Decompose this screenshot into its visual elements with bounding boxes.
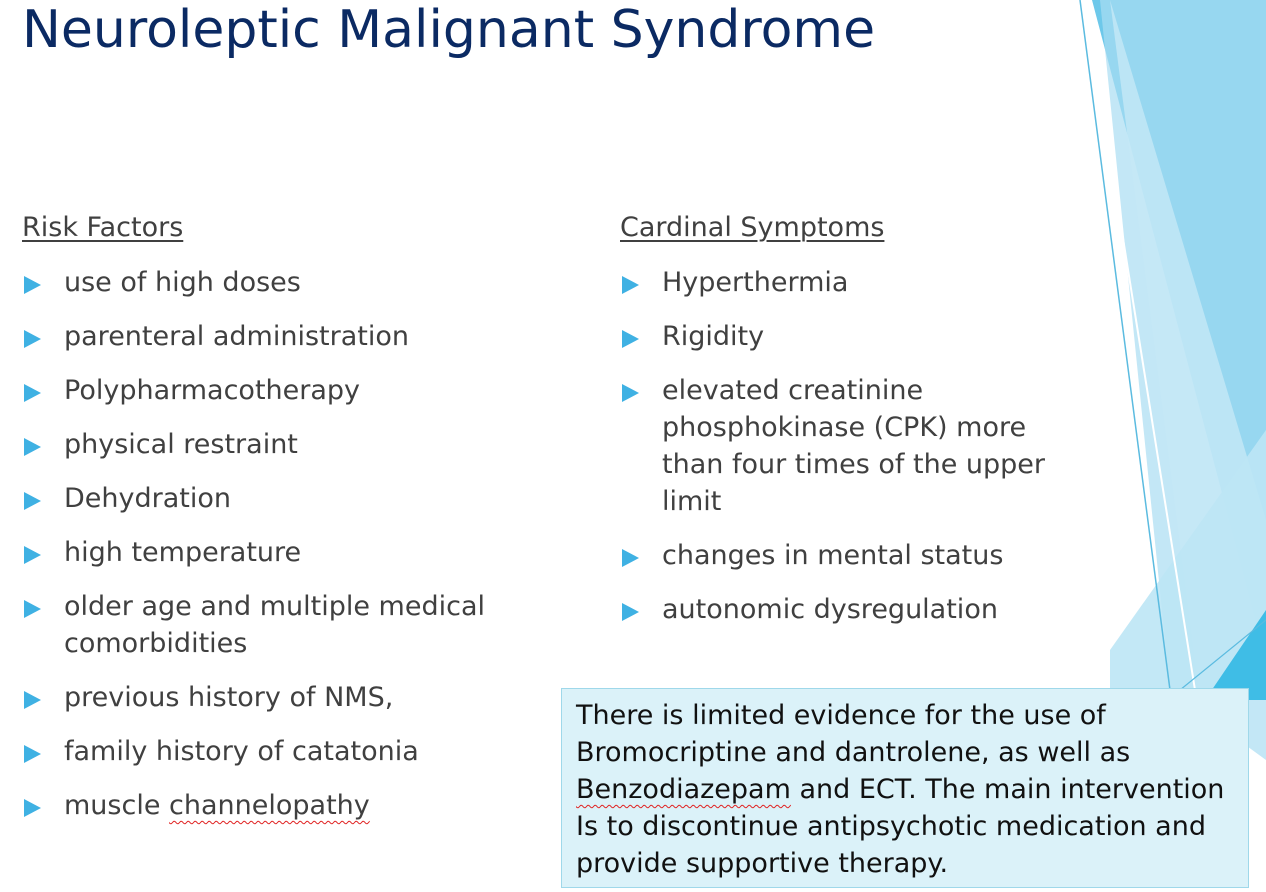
list-item bbox=[22, 733, 542, 770]
list-item bbox=[22, 426, 542, 463]
bullet-arrow-icon bbox=[622, 549, 639, 567]
cardinal-symptoms-heading: Cardinal Symptoms bbox=[620, 212, 885, 243]
list-item-text: Dehydration bbox=[64, 483, 231, 514]
bullet-arrow-icon bbox=[24, 438, 41, 456]
list-item-text: use of high doses bbox=[64, 267, 301, 298]
bullet-arrow-icon bbox=[622, 384, 639, 402]
list-item-text: previous history of NMS, bbox=[64, 682, 394, 713]
list-item bbox=[22, 264, 542, 301]
risk-factors-list bbox=[22, 264, 542, 824]
list-item-text: changes in mental status bbox=[662, 540, 1004, 571]
bullet-arrow-icon bbox=[622, 276, 639, 294]
list-item-text: high temperature bbox=[64, 537, 302, 568]
list-item-text: physical restraint bbox=[64, 429, 298, 460]
bullet-arrow-icon bbox=[24, 691, 41, 709]
cardinal-symptoms-list bbox=[620, 264, 1080, 628]
list-item-text: Polypharmacotherapy bbox=[64, 375, 361, 406]
note-text-end: and ECT. The main intervention Is to discontinue antipsychotic medication and provide supportive therapy. bbox=[576, 774, 1225, 879]
list-item-text: Hyperthermia bbox=[662, 267, 849, 298]
list-item-text: older age and multiple medical comorbidities bbox=[64, 591, 485, 659]
slide-title: Neuroleptic Malignant Syndrome bbox=[22, 0, 876, 60]
bullet-arrow-icon bbox=[24, 799, 41, 817]
list-item bbox=[620, 591, 1080, 628]
bullet-arrow-icon bbox=[24, 276, 41, 294]
risk-factors-heading: Risk Factors bbox=[22, 212, 184, 243]
bullet-arrow-icon bbox=[622, 330, 639, 348]
list-item bbox=[22, 372, 542, 409]
list-item bbox=[620, 372, 1080, 520]
list-item bbox=[22, 318, 542, 355]
bullet-arrow-icon bbox=[24, 600, 41, 618]
spellcheck-word: channelopathy bbox=[169, 790, 370, 821]
bullet-arrow-icon bbox=[24, 745, 41, 763]
bullet-arrow-icon bbox=[24, 330, 41, 348]
list-item-text: autonomic dysregulation bbox=[662, 594, 998, 625]
bullet-arrow-icon bbox=[24, 546, 41, 564]
list-item-text: muscle bbox=[64, 790, 170, 821]
bullet-arrow-icon bbox=[622, 603, 639, 621]
list-item-text: family history of catatonia bbox=[64, 736, 419, 767]
bullet-arrow-icon bbox=[24, 492, 41, 510]
risk-factors-column bbox=[22, 210, 542, 841]
list-item bbox=[22, 588, 542, 662]
bullet-arrow-icon bbox=[24, 384, 41, 402]
list-item bbox=[620, 264, 1080, 301]
list-item bbox=[620, 318, 1080, 355]
list-item bbox=[22, 480, 542, 517]
spellcheck-word: Benzodiazepam bbox=[576, 774, 791, 805]
treatment-note-box bbox=[561, 688, 1249, 888]
list-item bbox=[620, 537, 1080, 574]
list-item-text: parenteral administration bbox=[64, 321, 409, 352]
list-item bbox=[22, 787, 542, 824]
list-item-text: Rigidity bbox=[662, 321, 765, 352]
cardinal-symptoms-column bbox=[620, 210, 1080, 645]
list-item-text: elevated creatinine phosphokinase (CPK) more than four times of the upper limit bbox=[662, 375, 1046, 517]
list-item bbox=[22, 534, 542, 571]
note-text-start: There is limited evidence for the use of Bromocriptine and dantrolene, as well as bbox=[576, 700, 1131, 768]
list-item bbox=[22, 679, 542, 716]
